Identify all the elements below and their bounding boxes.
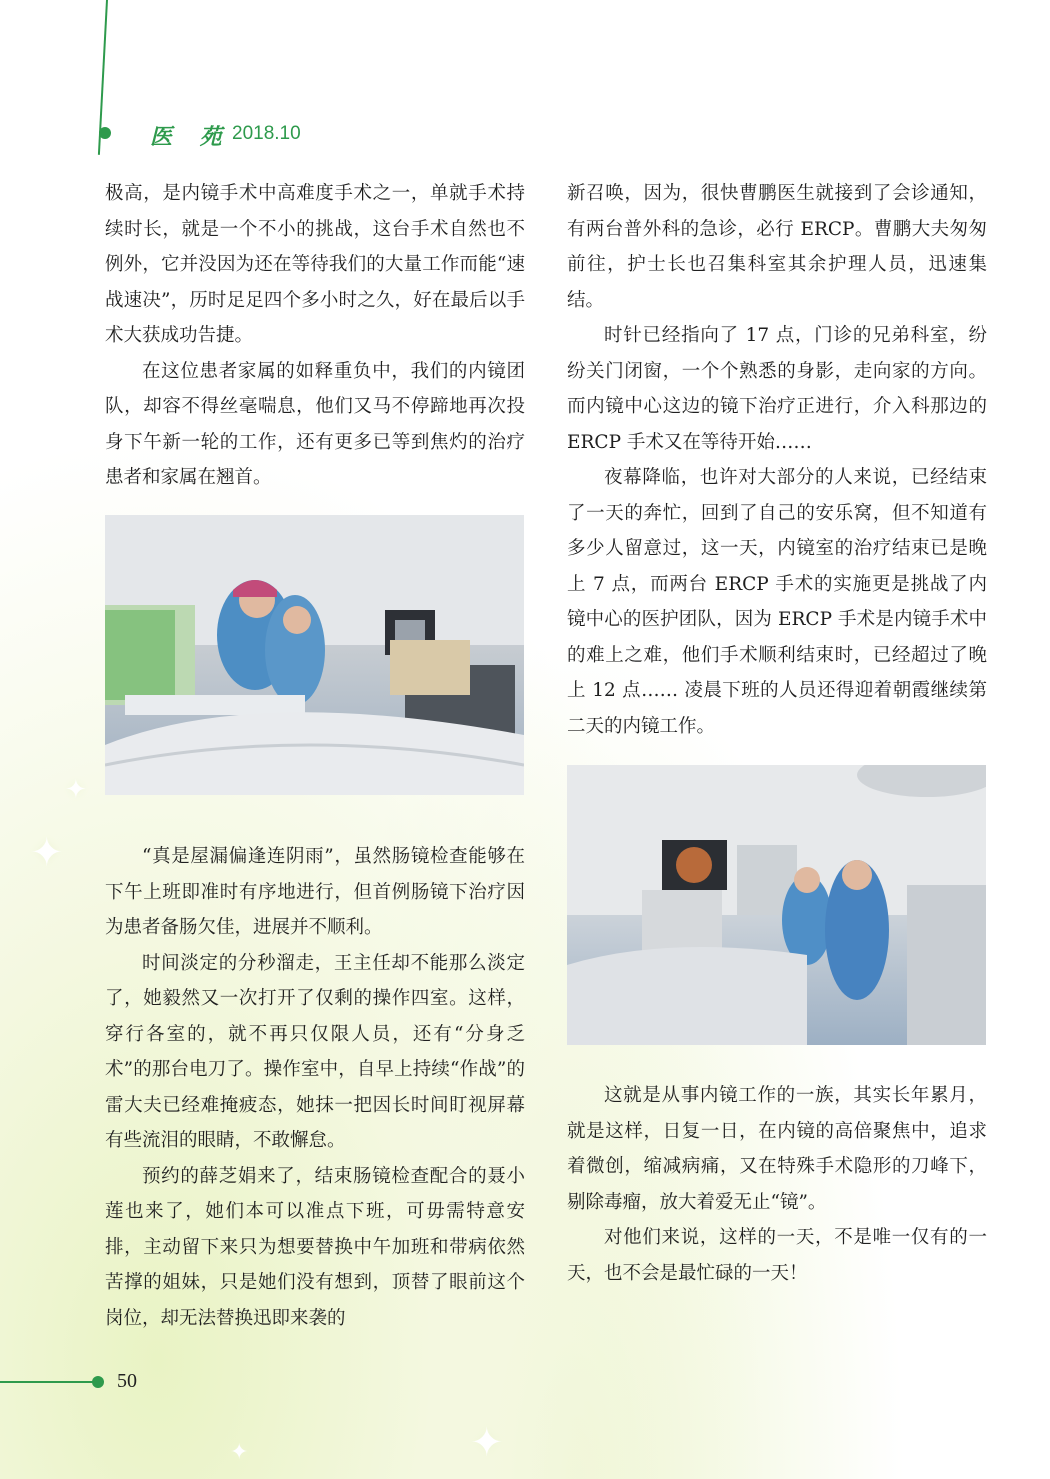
footer-line <box>0 1381 96 1383</box>
magazine-title: 医 苑 <box>150 124 232 150</box>
paragraph: 在这位患者家属的如释重负中，我们的内镜团队，却容不得丝毫喘息，他们又马不停蹄地再次投身下午新一轮的工作，还有更多已等到焦灼的治疗患者和家属在翘首。 <box>105 360 525 488</box>
photo-illustration <box>105 515 524 795</box>
left-column-bottom-text <box>105 839 525 1336</box>
paragraph: 新召唤，因为，很快曹鹏医生就接到了会诊通知，有两台普外科的急诊，必行 ERCP。曹鹏大夫匆匆前往，护士长也召集科室其余护理人员，迅速集结。 <box>567 183 987 311</box>
paragraph: 夜幕降临，也许对大部分的人来说，已经结束了一天的奔忙，回到了自己的安乐窝，但不知道有多少人留意过，这一天，内镜室的治疗结束已是晚上 7 点，而两台 ERCP 手术的实施更是挑战了内镜中心的医护团队，因为 ERCP 手术是内镜手术中的难上之难，他们手术顺利结束时，已经超过了晚上 12 点…… 凌晨下班的人员还得迎着朝霞继续第二天的内镜工作。 <box>567 467 987 737</box>
footer-dot <box>92 1376 104 1388</box>
paragraph: 时针已经指向了 17 点，门诊的兄弟科室，纷纷关门闭窗，一个个熟悉的身影，走向家的方向。而内镜中心这边的镜下治疗正进行，介入科那边的 ERCP 手术又在等待开始…… <box>567 325 987 453</box>
photo-illustration <box>567 765 986 1045</box>
right-column-bottom-text <box>567 1078 987 1291</box>
page-number: 50 <box>117 1370 137 1392</box>
sparkle-decoration: ✦ <box>470 1420 504 1466</box>
paragraph: “真是屋漏偏逢连阴雨”，虽然肠镜检查能够在下午上班即准时有序地进行，但首例肠镜下治疗因为患者备肠欠佳，进展并不顺利。 <box>105 846 525 938</box>
paragraph: 预约的薛芝娟来了，结束肠镜检查配合的聂小莲也来了，她们本可以准点下班，可毋需特意安排，主动留下来只为想要替换中午加班和带病依然苦撑的姐妹，只是她们没有想到，顶替了眼前这个岗位，却无法替换迅即来袭的 <box>105 1165 525 1329</box>
paragraph: 这就是从事内镜工作的一族，其实长年累月，就是这样，日复一日，在内镜的高倍聚焦中，追求着微创，缩减病痛，又在特殊手术隐形的刀峰下，剔除毒瘤，放大着爱无止“镜”。 <box>567 1085 987 1213</box>
paragraph: 极高，是内镜手术中高难度手术之一，单就手术持续时长，就是一个不小的挑战，这台手术自然也不例外，它并没因为还在等待我们的大量工作而能“速战速决”，历时足足四个多小时之久，好在最后以手术大获成功告捷。 <box>105 183 525 346</box>
right-column-top-text <box>567 176 987 744</box>
issue-date: 2018.10 <box>232 123 301 144</box>
paragraph: 对他们来说，这样的一天，不是唯一仅有的一天，也不会是最忙碌的一天！ <box>567 1227 987 1284</box>
photo-endoscopy-team <box>567 765 986 1045</box>
sparkle-decoration: ✦ <box>65 775 87 805</box>
left-column-top-text <box>105 176 525 496</box>
header-dot <box>99 127 111 139</box>
paragraph: 时间淡定的分秒溜走，王主任却不能那么淡定了，她毅然又一次打开了仅剩的操作四室。这样，穿行各室的，就不再只仅限人员，还有“分身乏术”的那台电刀了。操作室中，自早上持续“作战”的雷大夫已经难掩疲态，她抹一把因长时间盯视屏幕有些流泪的眼睛，不敢懈怠。 <box>105 952 525 1151</box>
photo-operating-room-ercp <box>105 515 524 795</box>
sparkle-decoration: ✦ <box>30 830 64 876</box>
sparkle-decoration: ✦ <box>230 1440 249 1465</box>
